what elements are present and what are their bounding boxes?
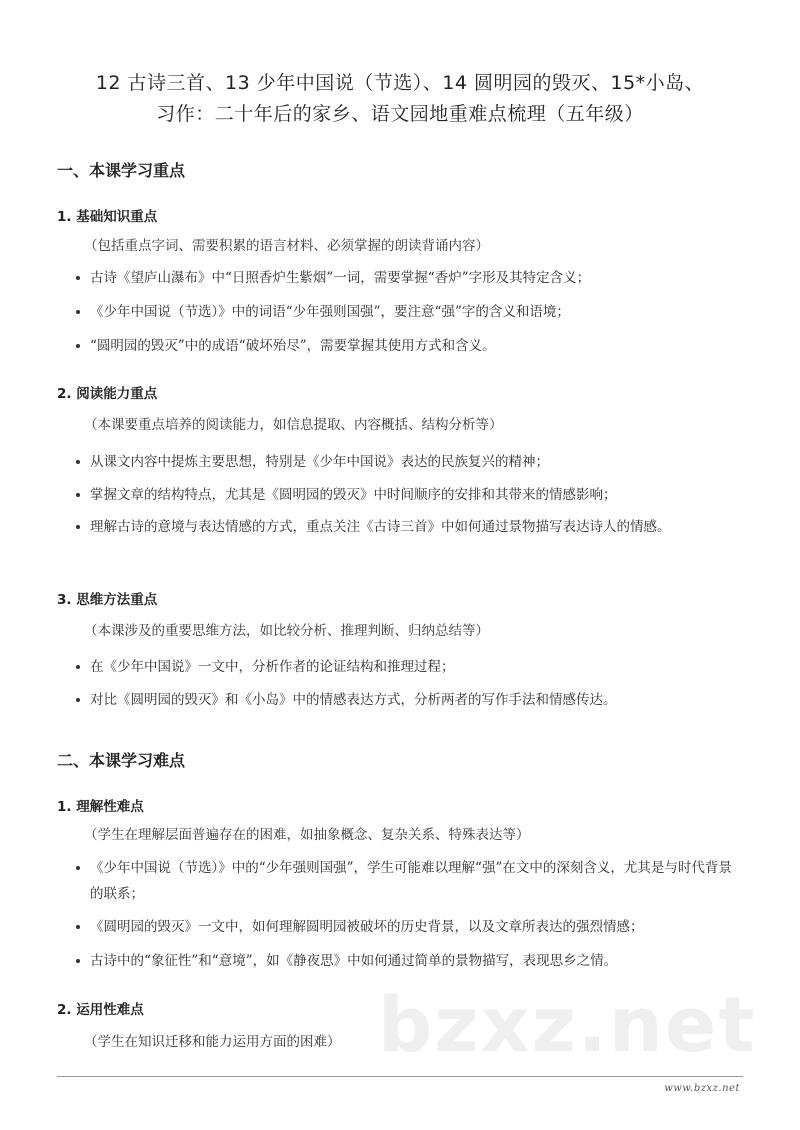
subsection-heading-reading-ability: 2. 阅读能力重点: [57, 386, 158, 402]
bullet-icon: [76, 866, 80, 870]
subsection-note: （学生在知识迁移和能力运用方面的困难）: [84, 1034, 341, 1050]
list-item: “圆明园的毁灭”中的成语“破坏殆尽”，需要掌握其使用方式和含义。: [76, 333, 740, 359]
watermark: bzxz.net: [378, 980, 757, 1069]
bullet-icon: [76, 493, 80, 497]
subsection-note: （学生在理解层面普遍存在的困难，如抽象概念、复杂关系、特殊表达等）: [84, 827, 530, 843]
bullet-icon: [76, 925, 80, 929]
list-item: 《少年中国说（节选）》中的“少年强则国强”，学生可能难以理解“强”在文中的深刻含义，尤其是与时代背景的联系；: [76, 855, 740, 907]
list-item: 古诗中的“象征性”和“意境”，如《静夜思》中如何通过简单的景物描写，表现思乡之情。: [76, 948, 740, 974]
subsection-heading-thinking-methods: 3. 思维方法重点: [57, 592, 158, 608]
list-item: 对比《圆明园的毁灭》和《小岛》中的情感表达方式，分析两者的写作手法和情感传达。: [76, 687, 740, 713]
section-heading-key-points: 一、本课学习重点: [57, 161, 186, 180]
subsection-heading-basic-knowledge: 1. 基础知识重点: [57, 209, 158, 225]
list-item: 从课文内容中提炼主要思想，特别是《少年中国说》表达的民族复兴的精神；: [76, 449, 740, 475]
list-item: 古诗《望庐山瀑布》中“日照香炉生紫烟”一词，需要掌握“香炉”字形及其特定含义；: [76, 265, 740, 291]
title-line-1: 12 古诗三首、13 少年中国说（节选）、14 圆明园的毁灭、15*小岛、: [95, 72, 705, 94]
title-line-2: 习作：二十年后的家乡、语文园地重难点梳理（五年级）: [156, 103, 644, 125]
bullet-icon: [76, 959, 80, 963]
bullet-icon: [76, 460, 80, 464]
list-item: 掌握文章的结构特点，尤其是《圆明园的毁灭》中时间顺序的安排和其带来的情感影响；: [76, 482, 740, 508]
list-item: 理解古诗的意境与表达情感的方式，重点关注《古诗三首》中如何通过景物描写表达诗人的情感。: [76, 514, 740, 540]
footer-url: www.bzxz.net: [664, 1083, 740, 1094]
section-heading-difficult-points: 二、本课学习难点: [57, 751, 186, 770]
subsection-note: （本课涉及的重要思维方法，如比较分析、推理判断、归纳总结等）: [84, 623, 489, 639]
bullet-icon: [76, 525, 80, 529]
list-item: 《圆明园的毁灭》一文中，如何理解圆明园被破坏的历史背景，以及文章所表达的强烈情感；: [76, 914, 740, 940]
subsection-note: （包括重点字词、需要积累的语言材料、必须掌握的朗读背诵内容）: [84, 238, 489, 254]
list-item: 在《少年中国说》一文中，分析作者的论证结构和推理过程；: [76, 654, 740, 680]
subsection-note: （本课要重点培养的阅读能力，如信息提取、内容概括、结构分析等）: [84, 417, 503, 433]
subsection-heading-application: 2. 运用性难点: [57, 1002, 144, 1018]
bullet-icon: [76, 698, 80, 702]
bullet-icon: [76, 344, 80, 348]
document-title: [40, 68, 760, 130]
footer-divider: [57, 1076, 743, 1077]
list-item: 《少年中国说（节选）》中的词语“少年强则国强”，要注意“强”字的含义和语境；: [76, 299, 740, 325]
bullet-icon: [76, 276, 80, 280]
bullet-icon: [76, 310, 80, 314]
bullet-icon: [76, 665, 80, 669]
subsection-heading-comprehension: 1. 理解性难点: [57, 799, 144, 815]
